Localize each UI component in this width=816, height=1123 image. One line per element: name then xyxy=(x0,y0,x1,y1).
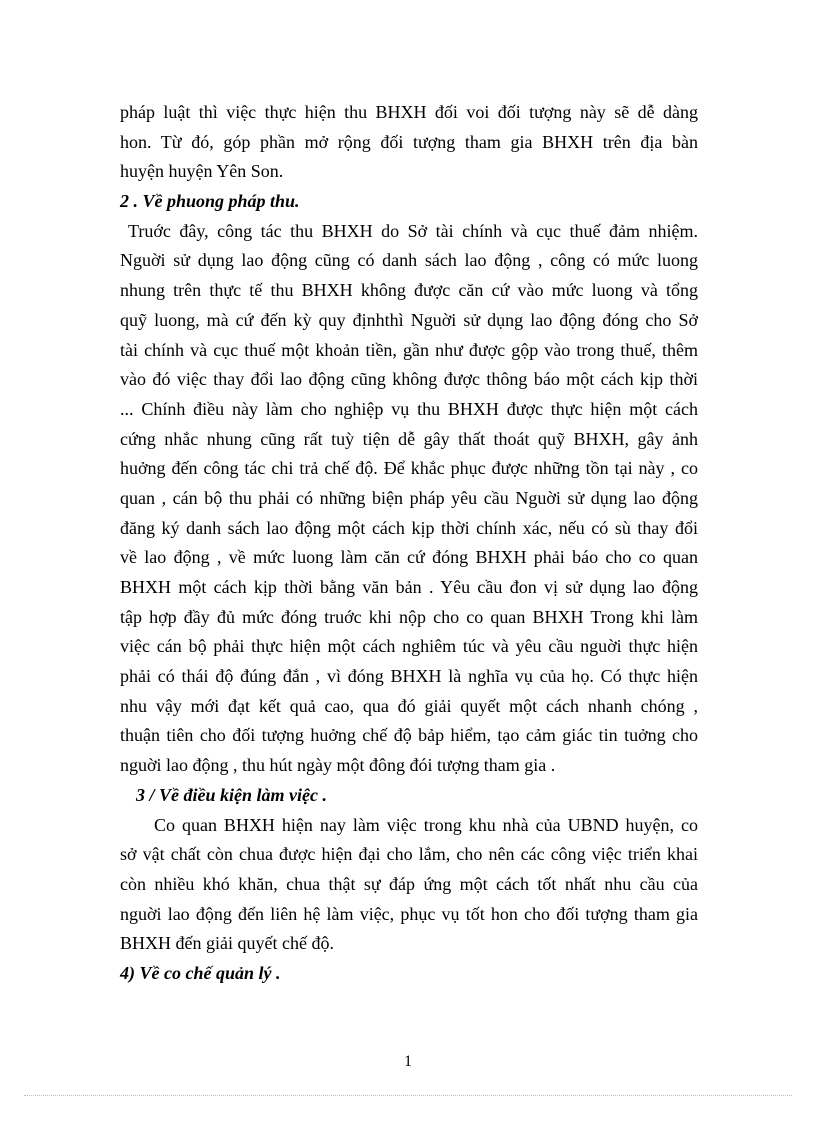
section-heading-working-conditions: 3 / Về điều kiện làm việc . xyxy=(136,784,327,805)
text-line: ... Chính điều này làm cho nghiệp vụ thu BHXH được thực hiện một cách xyxy=(120,398,698,419)
text-line: về lao động , về mức luong làm căn cứ đóng BHXH phải báo cho co quan xyxy=(120,547,698,568)
text-line: việc cán bộ phải thực hiện một cách nghiêm túc và yêu cầu nguời thực hiện xyxy=(120,636,698,657)
text-line: tập hợp đầy đủ mức đóng truớc khi nộp cho co quan BHXH Trong khi làm xyxy=(120,606,698,627)
page-number: 1 xyxy=(404,1053,412,1070)
section-heading-collection-method: 2 . Về phuong pháp thu. xyxy=(120,191,300,212)
text-line: quỹ luong, mà cứ đến kỳ quy địnhthì Nguời sử dụng lao động đóng cho Sở xyxy=(120,309,698,330)
paragraph-collection-method xyxy=(120,217,698,781)
footer-divider xyxy=(24,1095,792,1096)
text-line: pháp luật thì việc thực hiện thu BHXH đối voi đối tượng này sẽ dễ dàng xyxy=(120,102,698,122)
text-line: quan , cán bộ thu phải có những biện pháp yêu cầu Nguời sử dụng lao động xyxy=(120,487,698,508)
text-line: còn nhiều khó khăn, chua thật sự đáp ứng một cách tốt nhất nhu cầu của xyxy=(120,873,698,894)
text-line: Co quan BHXH hiện nay làm việc trong khu nhà của UBND huyện, co xyxy=(154,814,698,835)
text-line: nguời lao động đến liên hệ làm việc, phục vụ tốt hon cho đối tượng tham gia xyxy=(120,903,698,924)
text-line: Nguời sử dụng lao động cũng có danh sách lao động , công có mức luong xyxy=(120,250,698,271)
document-body xyxy=(120,98,698,989)
section-heading-management-mechanism: 4) Về co chế quản lý . xyxy=(120,962,281,983)
text-line: BHXH một cách kịp thời bằng văn bản . Yêu cầu đon vị sử dụng lao động xyxy=(120,577,698,597)
text-line: nhung trên thực tế thu BHXH không được căn cứ vào mức luong và tổng xyxy=(120,280,698,301)
text-line: đăng ký danh sách lao động một cách kịp thời chính xác, nếu có sù thay đổi xyxy=(120,517,698,538)
text-line: Truớc đây, công tác thu BHXH do Sở tài chính và cục thuế đảm nhiệm. xyxy=(128,220,698,241)
paragraph-legal-basis xyxy=(120,98,698,187)
text-line: phải có thái độ đúng đắn , vì đóng BHXH là nghĩa vụ của họ. Có thực hiện xyxy=(120,666,698,687)
text-line: vào đó việc thay đổi lao động cũng không được thông báo một cách kịp thời xyxy=(120,369,698,390)
text-line: BHXH đến giải quyết chế độ. xyxy=(120,933,334,954)
text-line: cứng nhắc nhung cũng rất tuỳ tiện dễ gây thất thoát quỹ BHXH, gây ảnh xyxy=(120,428,698,449)
text-line: hon. Từ đó, góp phần mở rộng đối tượng tham gia BHXH trên địa bàn xyxy=(120,131,698,152)
text-line: nhu vậy mới đạt kết quả cao, qua đó giải quyết một cách nhanh chóng , xyxy=(120,695,698,716)
paragraph-working-conditions xyxy=(120,811,698,959)
text-line: huyện huyện Yên Son. xyxy=(120,161,284,182)
text-line: tài chính và cục thuế một khoản tiền, gần như được gộp vào trong thuế, thêm xyxy=(120,339,698,360)
text-line: thuận tiên cho đối tượng huởng chế độ bảp hiểm, tạo cảm giác tin tuởng cho xyxy=(120,725,698,746)
text-line: huởng đến công tác chi trả chế độ. Để khắc phục được những tồn tại này , co xyxy=(120,458,698,479)
text-line: sở vật chất còn chua được hiện đại cho lắm, cho nên các công việc triển khai xyxy=(120,844,698,865)
text-line: nguời lao động , thu hút ngày một đông đói tượng tham gia . xyxy=(120,755,556,776)
